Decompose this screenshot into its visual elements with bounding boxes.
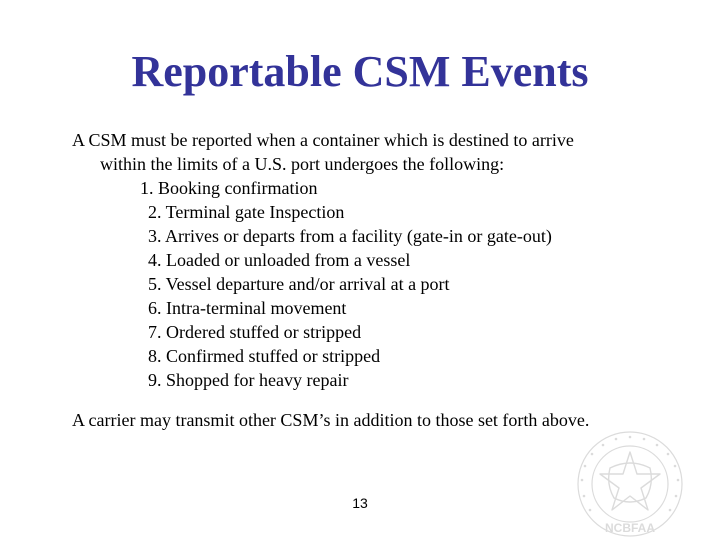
intro-line-2: within the limits of a U.S. port undergoes the following: [100, 154, 505, 174]
intro-line-1: A CSM must be reported when a container which is destined to arrive [72, 130, 574, 150]
page-number: 13 [352, 495, 368, 511]
ncbfaa-seal-icon [566, 428, 694, 540]
slide-title: Reportable CSM Events [131, 47, 589, 96]
event-item-8: 8. Confirmed stuffed or stripped [148, 346, 381, 366]
event-item-3: 3. Arrives or departs from a facility (gate-in or gate-out) [148, 226, 552, 246]
seal-text: NCBFAA [605, 521, 655, 535]
event-item-9: 9. Shopped for heavy repair [148, 370, 349, 390]
event-item-2: 2. Terminal gate Inspection [148, 202, 345, 222]
event-item-4: 4. Loaded or unloaded from a vessel [148, 250, 411, 270]
closing-paragraph: A carrier may transmit other CSM’s in addition to those set forth above. [72, 410, 590, 430]
event-item-5: 5. Vessel departure and/or arrival at a port [148, 274, 450, 294]
event-item-6: 6. Intra-terminal movement [148, 298, 347, 318]
event-item-1: 1. Booking confirmation [140, 178, 318, 198]
event-item-7: 7. Ordered stuffed or stripped [148, 322, 362, 342]
intro-paragraph [72, 128, 692, 176]
